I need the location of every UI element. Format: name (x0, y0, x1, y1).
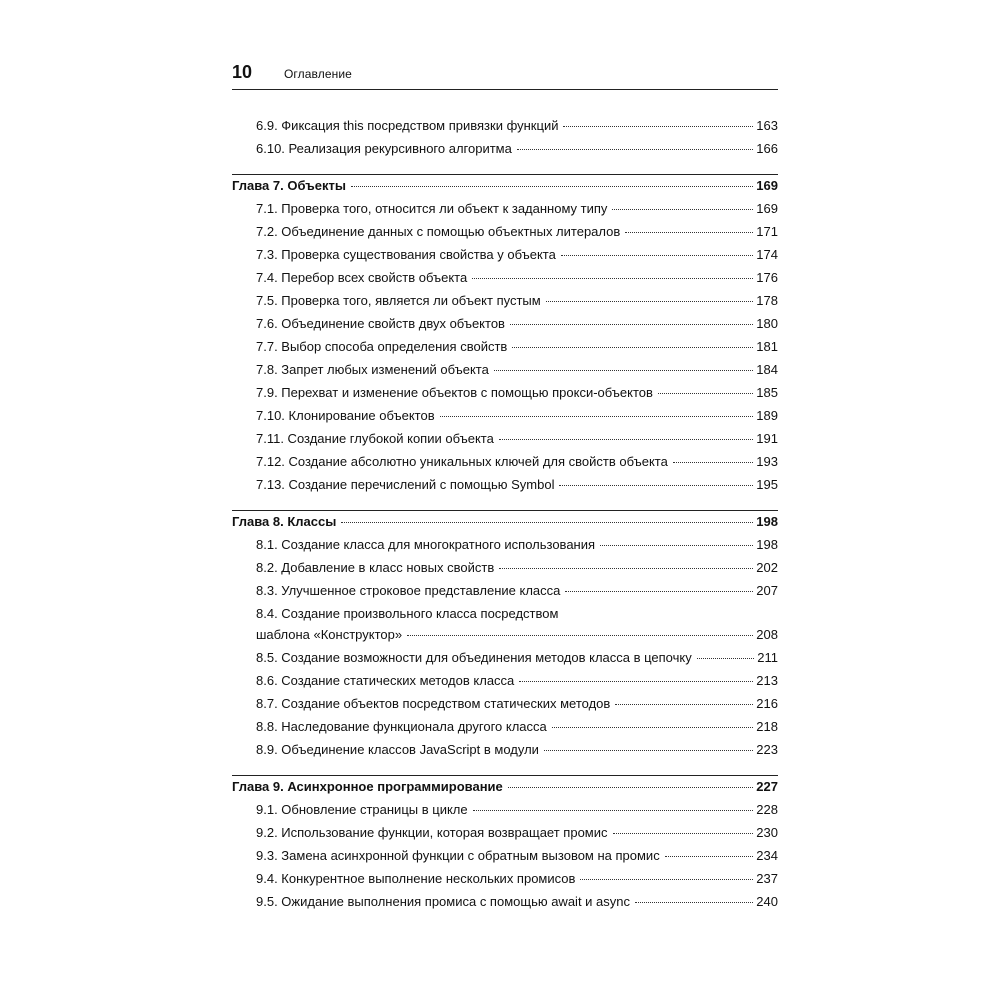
toc-section-title: 8.7. Создание объектов посредством статических методов (256, 696, 611, 711)
toc-section-entry (232, 742, 778, 765)
dot-leader (519, 681, 753, 682)
toc-section-title: 9.4. Конкурентное выполнение нескольких промисов (256, 871, 576, 886)
toc-section-title: 7.4. Перебор всех свойств объекта (256, 270, 468, 285)
toc-section-title: 8.2. Добавление в класс новых свойств (256, 560, 495, 575)
toc-section-entry (232, 339, 778, 362)
dot-leader (565, 591, 753, 592)
toc-section-title: 7.9. Перехват и изменение объектов с помощью прокси-объектов (256, 385, 653, 400)
toc-chapter-entry (232, 178, 778, 201)
toc-page-number: 184 (756, 362, 778, 377)
toc-section-entry (232, 431, 778, 454)
dot-leader (673, 462, 753, 463)
toc-page-number: 176 (756, 270, 778, 285)
chapter-spacer (232, 500, 778, 510)
toc-section-title: 7.1. Проверка того, относится ли объект к заданному типу (256, 201, 608, 216)
toc-page-number: 216 (756, 696, 778, 711)
dot-leader (407, 635, 753, 636)
toc-page-number: 198 (756, 537, 778, 552)
toc-section-title: 7.8. Запрет любых изменений объекта (256, 362, 489, 377)
toc-section-entry (232, 293, 778, 316)
toc-page-number: 189 (756, 408, 778, 423)
toc-section-entry (232, 650, 778, 673)
dot-leader (625, 232, 753, 233)
header-rule (232, 89, 778, 90)
dot-leader (508, 787, 754, 788)
toc-page-number: 191 (756, 431, 778, 446)
toc-section-entry (232, 696, 778, 719)
dot-leader (613, 833, 754, 834)
toc-section-title: 8.5. Создание возможности для объединения методов класса в цепочку (256, 650, 692, 665)
dot-leader (510, 324, 753, 325)
toc-section-title: 7.12. Создание абсолютно уникальных ключей для свойств объекта (256, 454, 668, 469)
toc-page-number: 195 (756, 477, 778, 492)
toc-section-entry (232, 673, 778, 696)
toc-chapter-entry (232, 779, 778, 802)
toc-section-title-line2: шаблона «Конструктор» (256, 627, 403, 642)
toc-section-entry (232, 362, 778, 385)
page-header (232, 60, 778, 90)
toc-section-entry (232, 802, 778, 825)
toc-section-entry (232, 719, 778, 742)
toc-section-title: 8.9. Объединение классов JavaScript в модули (256, 742, 539, 757)
toc-section-title: 9.5. Ожидание выполнения промиса с помощью await и async (256, 894, 630, 909)
toc-section-entry (232, 247, 778, 270)
dot-leader (472, 278, 753, 279)
dot-leader (563, 126, 753, 127)
toc-section-title: 9.2. Использование функции, которая возвращает промис (256, 825, 608, 840)
toc-page-number: 174 (756, 247, 778, 262)
dot-leader (552, 727, 754, 728)
toc-section-entry (232, 408, 778, 431)
toc-chapter-title: Глава 9. Асинхронное программирование (232, 779, 503, 794)
toc-section-title: 8.8. Наследование функционала другого класса (256, 719, 547, 734)
toc-section-title: 6.10. Реализация рекурсивного алгоритма (256, 141, 512, 156)
toc-section-title: 7.11. Создание глубокой копии объекта (256, 431, 494, 446)
toc-page-number: 230 (756, 825, 778, 840)
toc-page-number: 185 (756, 385, 778, 400)
toc-section-title-line2-row (256, 627, 778, 642)
toc-page-number: 169 (756, 201, 778, 216)
toc-section-title: 9.1. Обновление страницы в цикле (256, 802, 468, 817)
toc-section-title: 9.3. Замена асинхронной функции с обратным вызовом на промис (256, 848, 660, 863)
toc-section-entry (232, 871, 778, 894)
toc-section-entry (232, 477, 778, 500)
dot-leader (559, 485, 753, 486)
toc-page-number: 223 (756, 742, 778, 757)
toc-page-number: 213 (756, 673, 778, 688)
toc-section-entry (232, 141, 778, 164)
toc-section-title-line1: 8.4. Создание произвольного класса посредством (256, 606, 559, 621)
toc-page-number: 202 (756, 560, 778, 575)
dot-leader (697, 658, 755, 659)
toc-section-title: 7.6. Объединение свойств двух объектов (256, 316, 505, 331)
dot-leader (544, 750, 753, 751)
toc-page-number: 169 (756, 178, 778, 193)
toc-section-title: 7.10. Клонирование объектов (256, 408, 435, 423)
toc-section-title: 7.7. Выбор способа определения свойств (256, 339, 508, 354)
dot-leader (341, 522, 753, 523)
dot-leader (665, 856, 754, 857)
toc-section-entry (232, 894, 778, 917)
chapter-spacer (232, 765, 778, 775)
toc-section-entry (232, 560, 778, 583)
toc-section-entry (232, 316, 778, 339)
toc-section-title: 8.1. Создание класса для многократного использования (256, 537, 596, 552)
toc-section-entry (232, 118, 778, 141)
toc-section-entry (232, 270, 778, 293)
toc-page-number: 193 (756, 454, 778, 469)
toc-page-number: 198 (756, 514, 778, 529)
dot-leader (351, 186, 753, 187)
toc-section-title: 7.5. Проверка того, является ли объект пустым (256, 293, 541, 308)
toc-section-entry (232, 583, 778, 606)
toc-chapter-entry (232, 514, 778, 537)
toc-section-entry (232, 201, 778, 224)
toc-section-entry (232, 454, 778, 477)
toc-page-number: 181 (756, 339, 778, 354)
dot-leader (473, 810, 754, 811)
toc-section-title: 7.3. Проверка существования свойства у объекта (256, 247, 556, 262)
toc-chapter-title: Глава 8. Классы (232, 514, 337, 529)
dot-leader (658, 393, 753, 394)
toc-section-title: 8.6. Создание статических методов класса (256, 673, 515, 688)
toc-page-number: 178 (756, 293, 778, 308)
toc-page-number: 166 (756, 141, 778, 156)
toc-page-number: 237 (756, 871, 778, 886)
toc-page-number: 228 (756, 802, 778, 817)
dot-leader (512, 347, 753, 348)
dot-leader (546, 301, 754, 302)
toc-page-number: 207 (756, 583, 778, 598)
toc-section-entry (232, 606, 778, 650)
chapter-spacer (232, 164, 778, 174)
table-of-contents (232, 118, 778, 917)
dot-leader (600, 545, 753, 546)
dot-leader (612, 209, 753, 210)
toc-section-title: 7.13. Создание перечислений с помощью Symbol (256, 477, 555, 492)
toc-section-entry (232, 825, 778, 848)
page-number: 10 (232, 62, 253, 82)
toc-page-number: 171 (756, 224, 778, 239)
toc-section-entry (232, 848, 778, 871)
running-title: Оглавление (284, 67, 352, 81)
toc-section-title: 7.2. Объединение данных с помощью объектных литералов (256, 224, 621, 239)
toc-section-entry (232, 385, 778, 408)
toc-page-number: 208 (756, 627, 778, 642)
toc-page-number: 180 (756, 316, 778, 331)
toc-section-title: 8.3. Улучшенное строковое представление класса (256, 583, 561, 598)
toc-chapter-title: Глава 7. Объекты (232, 178, 346, 193)
toc-page-number: 240 (756, 894, 778, 909)
dot-leader (561, 255, 753, 256)
toc-page-number: 227 (756, 779, 778, 794)
dot-leader (615, 704, 753, 705)
dot-leader (499, 568, 753, 569)
toc-section-entry (232, 224, 778, 247)
dot-leader (580, 879, 753, 880)
dot-leader (494, 370, 753, 371)
toc-page-number: 163 (756, 118, 778, 133)
dot-leader (499, 439, 753, 440)
toc-section-entry (232, 537, 778, 560)
toc-page-number: 211 (757, 650, 778, 665)
dot-leader (440, 416, 754, 417)
dot-leader (517, 149, 753, 150)
toc-section-title: 6.9. Фиксация this посредством привязки функций (256, 118, 559, 133)
toc-page-number: 234 (756, 848, 778, 863)
toc-page-number: 218 (756, 719, 778, 734)
dot-leader (635, 902, 753, 903)
